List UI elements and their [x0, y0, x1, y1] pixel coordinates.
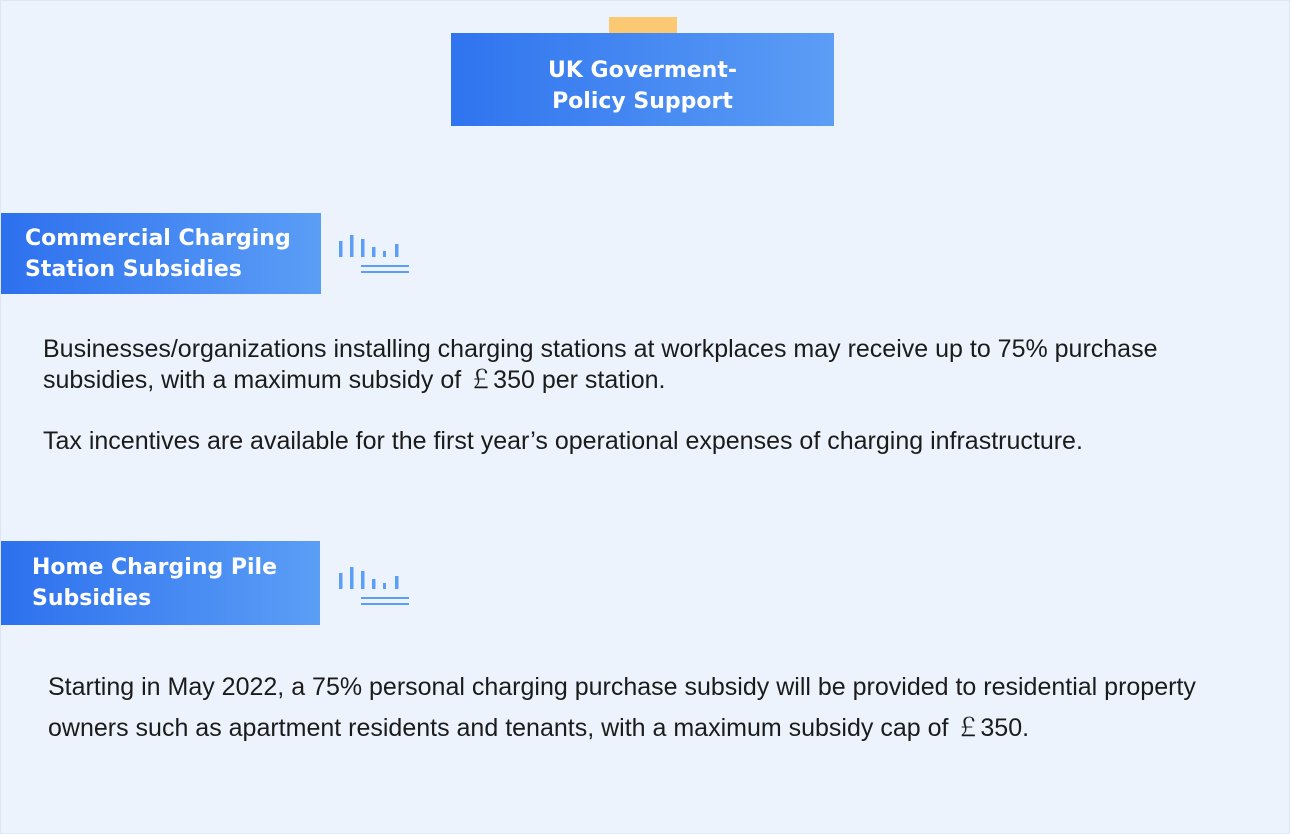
bar-chart-icon	[337, 563, 409, 609]
page-title-line-2: Policy Support	[552, 88, 733, 114]
home-paragraph-1: Starting in May 2022, a 75% personal charging purchase subsidy will be provided to residential property owners such as apartment residents and tenants, with a maximum subsidy cap of ￡350.	[48, 673, 1196, 742]
page-title-line-1: UK Goverment-	[547, 57, 737, 83]
commercial-paragraph-1: Businesses/organizations installing charging stations at workplaces may receive up to 75% purchase subsidies, with a maximum subsidy of ￡350 per station.	[43, 335, 1158, 394]
section-heading-home	[1, 541, 320, 625]
title-banner	[451, 33, 834, 126]
page-title	[533, 55, 753, 117]
section-heading-line-2: Subsidies	[32, 586, 152, 611]
section-heading-commercial	[1, 213, 321, 294]
section-heading-line-1: Commercial Charging	[25, 225, 291, 251]
commercial-paragraph-2: Tax incentives are available for the first year’s operational expenses of charging infrastructure.	[43, 427, 1083, 455]
bar-chart-icon	[337, 231, 409, 277]
section-heading-line-1: Home Charging Pile	[32, 555, 278, 580]
section-heading-line-2: Station Subsidies	[25, 256, 242, 282]
